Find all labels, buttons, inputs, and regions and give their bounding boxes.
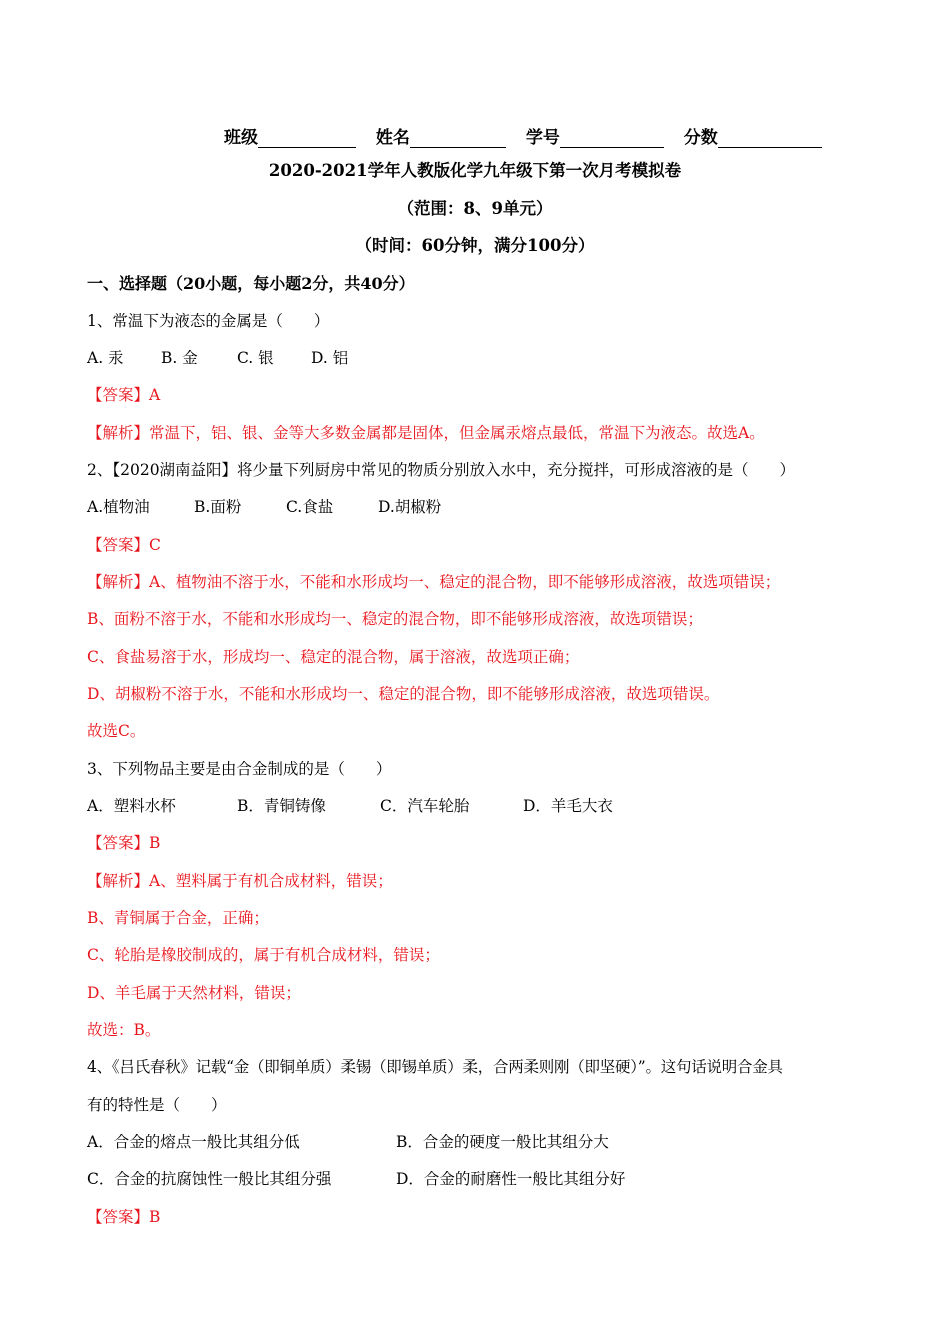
q3-option-a[interactable]: A．塑料水杯 [87,797,176,815]
q4-options-row [87,1169,625,1189]
q2-analysis-line: 故选C。 [87,722,146,740]
q2-stem: 2、【2020湖南益阳】将少量下列厨房中常见的物质分别放入水中，充分搅拌，可形成溶液的是（ ） [87,461,796,479]
q1-answer: 【答案】A [87,386,161,404]
q2-analysis-line: C、食盐易溶于水，形成均一、稳定的混合物，属于溶液，故选项正确； [87,648,580,666]
q3-answer: 【答案】B [87,834,161,852]
class-blank[interactable] [258,129,356,148]
q3-option-d[interactable]: D．羊毛大衣 [523,797,613,815]
q2-analysis-line: 【解析】A、植物油不溶于水，不能和水形成均一、稳定的混合物，即不能够形成溶液，故选项错误； [87,573,781,591]
q4-option-b[interactable]: B．合金的硬度一般比其组分大 [396,1133,609,1151]
class-label: 班级 [224,128,258,148]
q4-answer: 【答案】B [87,1208,161,1226]
q3-analysis-line: 【解析】A、塑料属于有机合成材料，错误； [87,872,393,890]
q4-option-d[interactable]: D．合金的耐磨性一般比其组分好 [396,1170,626,1188]
q1-stem: 1、常温下为液态的金属是（ ） [87,312,330,330]
score-label: 分数 [683,128,718,148]
name-label: 姓名 [375,128,410,148]
q3-analysis-line: 故选：B。 [87,1021,161,1039]
q1-analysis: 【解析】常温下，铝、银、金等大多数金属都是固体，但金属汞熔点最低，常温下为液态。故选A。 [87,424,765,442]
q3-option-c[interactable]: C．汽车轮胎 [380,797,470,815]
q4-option-c[interactable]: C．合金的抗腐蚀性一般比其组分强 [87,1170,332,1188]
q2-option-a[interactable]: A.植物油 [87,498,150,516]
q1-option-b[interactable]: B. 金 [161,349,198,367]
section-heading: 一、选择题（20小题，每小题2分，共40分） [87,274,415,293]
q4-option-a[interactable]: A．合金的熔点一般比其组分低 [87,1133,300,1151]
q1-option-c[interactable]: C. 银 [237,349,274,367]
q3-option-b[interactable]: B．青铜铸像 [237,797,326,815]
q1-option-a[interactable]: A. 汞 [87,349,124,367]
q3-options [87,796,613,816]
q3-analysis-line: C、轮胎是橡胶制成的，属于有机合成材料，错误； [87,946,440,964]
q2-analysis-line: B、面粉不溶于水，不能和水形成均一、稳定的混合物，即不能够形成溶液，故选项错误； [87,610,703,628]
name-blank[interactable] [410,129,506,148]
q4-stem: 4、《吕氏春秋》记载“金（即铜单质）柔锡（即锡单质）柔，合两柔则刚（即坚硬）”。这句话说明合金具 [87,1058,783,1076]
q1-option-d[interactable]: D. 铝 [311,349,349,367]
number-label: 学号 [525,128,560,148]
q3-analysis-line: D、羊毛属于天然材料，错误； [87,984,301,1002]
q2-options [87,497,441,517]
q2-option-c[interactable]: C.食盐 [286,498,334,516]
time-subtitle: （时间：60分钟，满分100分） [355,236,595,255]
student-info-line [224,123,822,148]
q3-analysis-line: B、青铜属于合金，正确； [87,909,269,927]
score-blank[interactable] [718,129,822,148]
q2-analysis-line: D、胡椒粉不溶于水，不能和水形成均一、稳定的混合物，即不能够形成溶液，故选项错误。 [87,685,720,703]
scope-subtitle: （范围：8、9单元） [397,199,553,218]
q4-options-row [87,1132,609,1152]
number-blank[interactable] [560,129,664,148]
q2-answer: 【答案】C [87,536,161,554]
q2-option-b[interactable]: B.面粉 [194,498,242,516]
q2-option-d[interactable]: D.胡椒粉 [378,498,442,516]
page-title: 2020-2021学年人教版化学九年级下第一次月考模拟卷 [268,161,682,180]
q4-stem-continued: 有的特性是（ ） [87,1096,227,1114]
q1-options [87,348,348,368]
q3-stem: 3、下列物品主要是由合金制成的是（ ） [87,760,392,778]
